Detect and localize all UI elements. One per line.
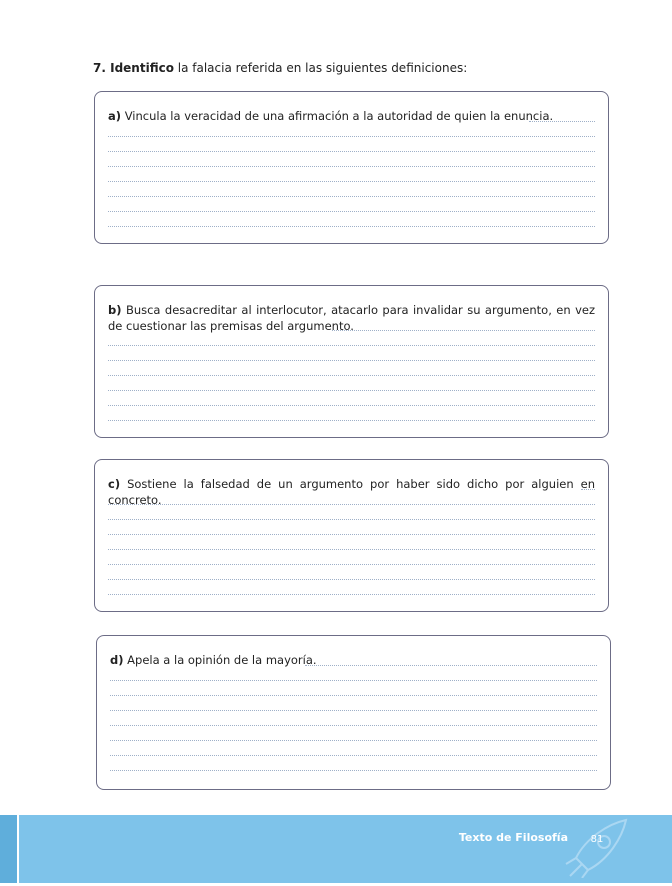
answer-line[interactable] (108, 405, 595, 406)
answer-line[interactable] (108, 166, 595, 167)
answer-line[interactable] (108, 345, 595, 346)
exercise-number: 7. (93, 61, 106, 75)
answer-line[interactable] (108, 594, 595, 595)
answer-line[interactable] (108, 579, 595, 580)
answer-line[interactable] (108, 181, 595, 182)
question-a-letter: a) (108, 109, 122, 123)
answer-line[interactable] (108, 360, 595, 361)
answer-line[interactable] (581, 489, 595, 490)
answer-line[interactable] (108, 420, 595, 421)
answer-line[interactable] (108, 564, 595, 565)
question-c-text: Sostiene la falsedad de un argumento por haber sido dicho por alguien en concreto. (108, 477, 595, 507)
answer-line[interactable] (108, 504, 595, 505)
answer-line[interactable] (108, 136, 595, 137)
exercise-verb: Identifico (110, 61, 174, 75)
exercise-instruction (93, 61, 467, 75)
footer-stripe (0, 815, 19, 883)
answer-box-a (94, 91, 609, 244)
page-number: 81 (590, 834, 604, 845)
answer-line[interactable] (110, 770, 597, 771)
answer-line[interactable] (108, 534, 595, 535)
answer-box-d (96, 635, 611, 790)
answer-line[interactable] (108, 375, 595, 376)
answer-box-c (94, 459, 609, 612)
answer-line[interactable] (110, 725, 597, 726)
answer-line[interactable] (332, 330, 595, 331)
question-b-text: Busca desacreditar al interlocutor, atacarlo para invalidar su argumento, en vez de cuestionar las premisas del argumento. (108, 303, 595, 333)
answer-line[interactable] (108, 390, 595, 391)
question-a-text: Vincula la veracidad de una afirmación a la autoridad de quien la enuncia. (124, 109, 554, 123)
answer-line[interactable] (110, 695, 597, 696)
answer-box-b (94, 285, 609, 438)
answer-line[interactable] (110, 755, 597, 756)
question-d-text: Apela a la opinión de la mayoría. (127, 653, 317, 667)
answer-line[interactable] (529, 121, 595, 122)
rocket-icon (564, 818, 634, 878)
answer-line[interactable] (110, 740, 597, 741)
answer-line[interactable] (108, 211, 595, 212)
question-c-letter: c) (108, 477, 121, 491)
question-d-letter: d) (110, 653, 124, 667)
question-a (108, 108, 595, 124)
answer-line[interactable] (110, 680, 597, 681)
answer-line[interactable] (110, 710, 597, 711)
answer-line[interactable] (108, 519, 595, 520)
exercise-text: la falacia referida en las siguientes definiciones: (173, 61, 468, 75)
answer-line[interactable] (108, 549, 595, 550)
question-b-letter: b) (108, 303, 122, 317)
footer-book-title: Texto de Filosofía (458, 831, 568, 844)
answer-line[interactable] (108, 196, 595, 197)
answer-line[interactable] (305, 665, 597, 666)
answer-line[interactable] (108, 226, 595, 227)
answer-line[interactable] (108, 151, 595, 152)
